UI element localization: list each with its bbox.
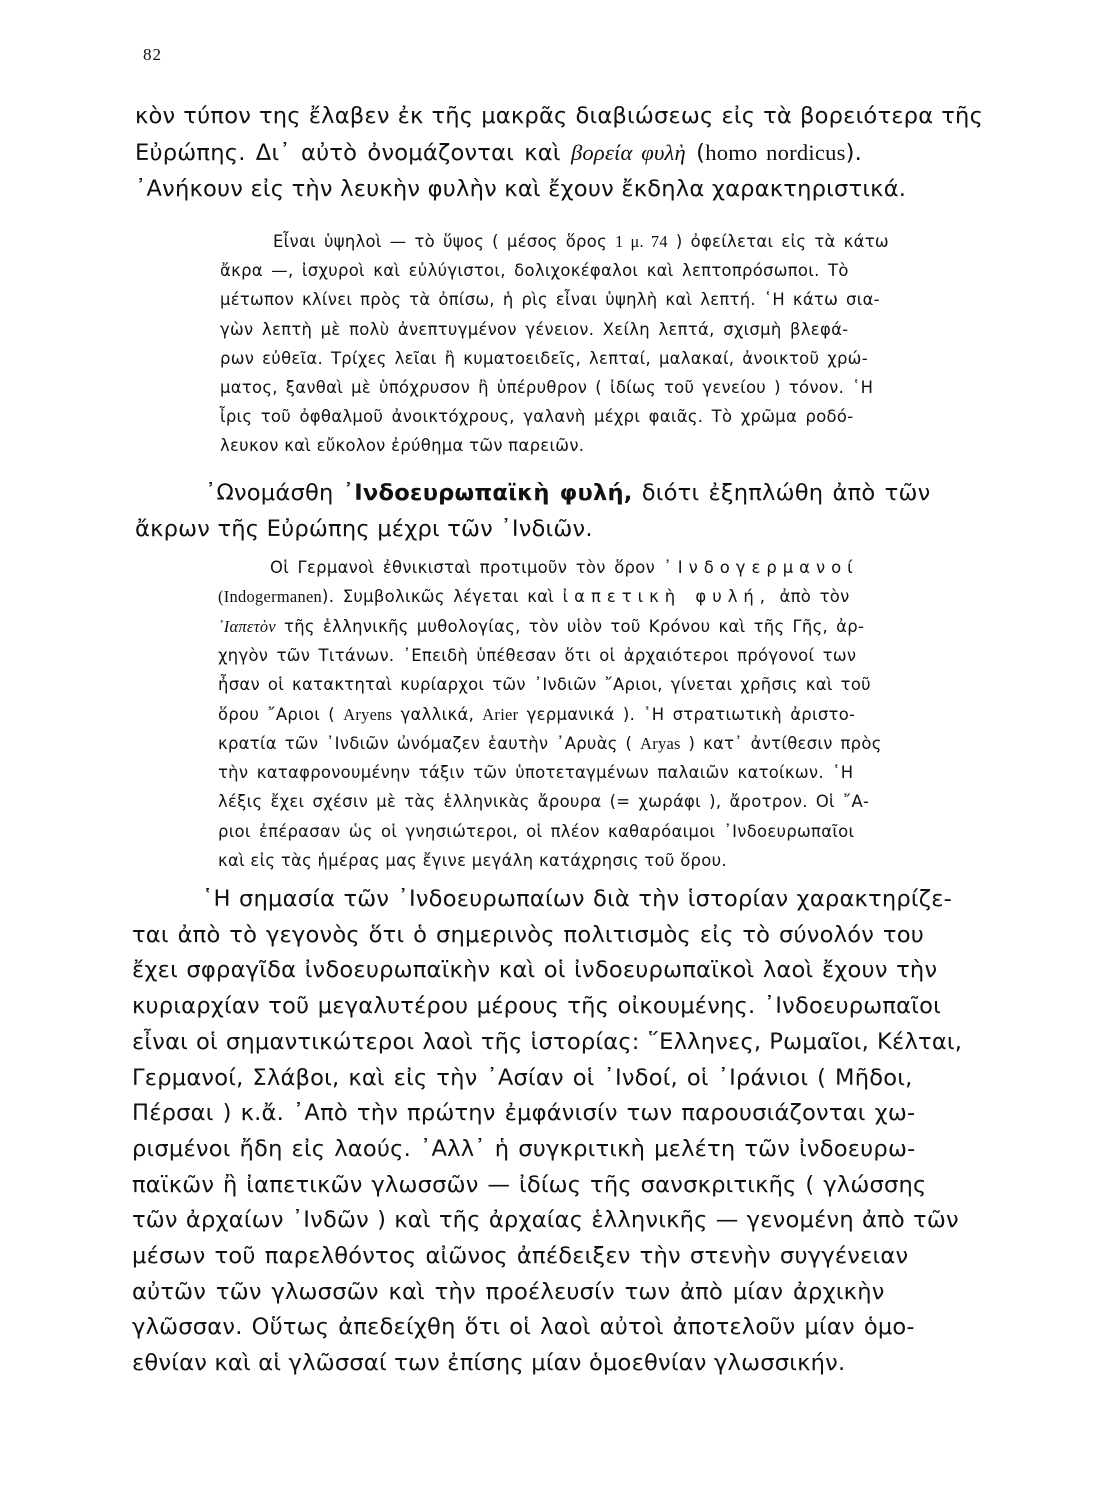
p4-line	[218, 705, 855, 725]
p2-line	[220, 349, 868, 368]
text-segment: κυριαρχίαν τοῦ μεγαλυτέρου μέρους τῆς οἰκουμένης. ᾿Ινδοευρωπαῖοι	[132, 993, 941, 1020]
p5-line	[132, 1172, 927, 1198]
p5-line	[132, 1065, 913, 1091]
text-segment: ἀπὸ τὸν	[771, 587, 850, 607]
text-segment: ρισμένοι ἤδη εἰς λαούς. ᾿Αλλ᾿ ἡ συγκριτικὴ μελέτη τῶν ἰνδοευρω-	[132, 1135, 916, 1162]
p4-line	[218, 675, 871, 694]
text-segment: γαλλικά,	[392, 704, 483, 724]
p2-line	[220, 261, 849, 280]
text-segment: Aryas	[640, 733, 681, 753]
p5-line	[132, 1207, 959, 1233]
text-segment: χηγὸν τῶν Τιτάνων. ᾿Επειδὴ ὑπέθεσαν ὅτι οἱ ἀρχαιότεροι πρόγονοί των	[218, 645, 857, 665]
text-segment: ἔχει σφραγῖδα ἰνδοευρωπαϊκὴν καὶ οἱ ἰνδοευρωπαϊκοὶ λαοὶ ἔχουν τὴν	[132, 957, 938, 984]
p5-line	[132, 1350, 845, 1376]
text-segment: τῆς ἑλληνικῆς μυθολογίας, τὸν υἱὸν τοῦ Κρόνου καὶ τῆς Γῆς, ἀρ-	[275, 616, 865, 636]
text-segment: ματος, ξανθαὶ μὲ ὑπόχρυσον ἢ ὑπέρυθρον ( ἰδίως τοῦ γενείου ) τόνον. ῾Η	[220, 378, 874, 397]
text-segment: τῶν ἀρχαίων ᾿Ινδῶν ) καὶ τῆς ἀρχαίας ἑλληνικῆς — γενομένη ἀπὸ τῶν	[132, 1207, 959, 1234]
p1-line	[135, 103, 983, 129]
p1-line	[135, 140, 862, 166]
text-segment: μέσων τοῦ παρελθόντος αἰῶνος ἀπέδειξεν τὴν στενὴν συγγένειαν	[132, 1243, 909, 1269]
text-segment: γλῶσσαν. Οὕτως ἀπεδείχθη ὅτι οἱ λαοὶ αὐτοὶ ἀποτελοῦν μίαν ὁμο-	[132, 1314, 915, 1341]
text-segment: ).	[845, 139, 862, 166]
text-segment: ) ὀφείλεται εἰς τὰ κάτω	[667, 232, 889, 251]
p3-line	[135, 516, 593, 542]
text-segment: 1 μ. 74	[615, 232, 668, 251]
text-segment: ται ἀπὸ τὸ γεγονὸς ὅτι ὁ σημερινὸς πολιτισμὸς εἰς τὸ σύνολόν του	[132, 921, 924, 948]
p4-line	[218, 792, 869, 811]
p2-line	[273, 232, 889, 252]
text-segment: διότι ἐξηπλώθη ἀπὸ τῶν	[632, 480, 931, 506]
text-segment: Arier	[482, 704, 519, 724]
p3-line	[205, 480, 930, 506]
p2-line	[220, 290, 880, 309]
text-segment: Εἶναι ὑψηλοὶ — τὸ ὕψος ( μέσος ὅρος	[273, 232, 616, 251]
text-segment: ὅρου ῎Αριοι (	[218, 704, 344, 724]
p5-line	[202, 886, 952, 912]
text-segment: Γερμανοί, Σλάβοι, καὶ εἰς τὴν ᾿Ασίαν οἱ ᾿Ινδοί, οἱ ᾿Ιράνιοι ( Μῆδοι,	[132, 1064, 913, 1091]
text-segment: Indogermanen	[223, 587, 323, 607]
text-segment: βορεία φυλὴ	[570, 139, 686, 165]
p4-line	[218, 734, 882, 754]
p2-line	[220, 320, 848, 339]
p5-line	[132, 1279, 885, 1305]
p5-line	[132, 1314, 915, 1340]
text-segment: ). Συμβολικῶς λέγεται καὶ	[322, 587, 563, 607]
p4-line	[218, 617, 864, 637]
text-segment: γερμανικά ). ῾Η στρατιωτικὴ ἀριστο-	[518, 704, 856, 724]
page-number: 82	[143, 45, 162, 64]
text-segment: αὐτῶν τῶν γλωσσῶν καὶ τὴν προέλευσίν των ἀπὸ μίαν ἀρχικὴν	[132, 1278, 885, 1305]
p5-line	[132, 993, 941, 1019]
text-segment: ᾿Ινδοευρωπαϊκὴ φυλή,	[342, 480, 633, 506]
text-segment: homo nordicus	[705, 139, 846, 165]
p4-line	[218, 587, 850, 607]
text-segment: ριοι ἐπέρασαν ὡς οἱ γνησιώτεροι, οἱ πλέον καθαρόαιμοι ᾿Ινδοευρωπαῖοι	[218, 821, 855, 841]
p4-line	[218, 763, 853, 782]
text-segment: καὶ εἰς τὰς ἡμέρας μας ἔγινε μεγάλη κατάχρησις τοῦ ὅρου.	[218, 851, 727, 870]
p2-line	[220, 407, 853, 426]
p5-line	[132, 1100, 915, 1126]
text-segment: ἄκρα —, ἰσχυροὶ καὶ εὐλύγιστοι, δολιχοκέφαλοι καὶ λεπτοπρόσωποι. Τὸ	[220, 261, 849, 281]
text-segment: κὸν τύπον της ἔλαβεν ἐκ τῆς μακρᾶς διαβιώσεως εἰς τὰ βορειότερα τῆς	[135, 103, 984, 129]
text-segment: λέξις ἔχει σχέσιν μὲ τὰς ἑλληνικὰς ἄρουρα (= χωράφι ), ἄροτρον. Οἱ ῎Α-	[218, 792, 870, 812]
text-segment: (	[685, 139, 706, 166]
text-segment: ) κατ᾿ ἀντίθεσιν πρὸς	[680, 733, 882, 753]
text-segment: ἄκρων τῆς Εὐρώπης μέχρι τῶν ᾿Ινδιῶν.	[135, 516, 593, 542]
p5-line	[132, 957, 937, 983]
p2-line	[220, 436, 584, 455]
text-segment: ᾿Ανήκουν εἰς τὴν λευκὴν φυλὴν καὶ ἔχουν ἔκδηλα χαρακτηριστικά.	[135, 176, 907, 202]
text-segment: (	[218, 587, 224, 607]
text-segment: Πέρσαι ) κ.ἄ. ᾿Απὸ τὴν πρώτην ἐμφάνισίν των παρουσιάζονται χω-	[132, 1100, 916, 1127]
p5-line	[132, 922, 924, 948]
text-segment: γὼν λεπτὴ μὲ πολὺ ἀνεπτυγμένον γένειον. Χείλη λεπτά, σχισμὴ βλεφά-	[220, 319, 849, 339]
text-segment: ᾿Ινδογερμανοί	[663, 558, 859, 577]
p1-line	[135, 176, 906, 202]
text-segment: κρατία τῶν ᾿Ινδιῶν ὠνόμαζεν ἑαυτὴν ᾿Αρυὰς (	[218, 733, 641, 753]
text-segment: λευκον καὶ εὔκολον ἐρύθημα τῶν παρειῶν.	[220, 436, 585, 456]
text-segment: ἰαπετικὴ φυλή,	[562, 587, 771, 607]
text-segment: ᾿Ωνομάσθη	[205, 480, 343, 506]
text-segment: τὴν καταφρονουμένην τάξιν τῶν ὑποτεταγμένων παλαιῶν κατοίκων. ῾Η	[218, 763, 854, 783]
text-segment: ἦσαν οἱ κατακτηταὶ κυρίαρχοι τῶν ᾿Ινδιῶν ῎Αριοι, γίνεται χρῆσις καὶ τοῦ	[218, 675, 871, 695]
text-segment: ῾Η σημασία τῶν ᾿Ινδοευρωπαίων διὰ τὴν ἱστορίαν χαρακτηρίζε-	[202, 886, 953, 912]
p5-line	[132, 1136, 915, 1162]
text-segment: παϊκῶν ἢ ἰαπετικῶν γλωσσῶν — ἰδίως τῆς σανσκριτικῆς ( γλώσσης	[132, 1171, 927, 1198]
p2-line	[220, 378, 873, 397]
text-segment: εἶναι οἱ σημαντικώτεροι λαοὶ τῆς ἱστορίας: ῞Ελληνες, Ρωμαῖοι, Κέλται,	[132, 1028, 963, 1055]
text-segment: Aryens	[343, 704, 393, 724]
text-segment: ἶρις τοῦ ὀφθαλμοῦ ἀνοικτόχρους, γαλανὴ μέχρι φαιᾶς. Τὸ χρῶμα ροδό-	[220, 407, 854, 427]
text-segment: Οἱ Γερμανοὶ ἐθνικισταὶ προτιμοῦν τὸν ὅρον	[270, 558, 664, 577]
p4-line	[218, 646, 856, 665]
text-segment: ᾿Ιαπετὸν	[218, 616, 276, 636]
text-segment: ρων εὐθεῖα. Τρίχες λεῖαι ἢ κυματοειδεῖς, λεπταί, μαλακαί, ἀνοικτοῦ χρώ-	[220, 348, 868, 368]
text-segment: Εὐρώπης. Δι᾿ αὐτὸ ὀνομάζονται καὶ	[135, 139, 571, 166]
p4-line	[270, 558, 859, 577]
p4-line	[218, 822, 854, 841]
p4-line	[218, 851, 727, 870]
text-segment: εθνίαν καὶ αἱ γλῶσσαί των ἐπίσης μίαν ὁμοεθνίαν γλωσσικήν.	[132, 1350, 846, 1377]
text-segment: μέτωπον κλίνει πρὸς τὰ ὀπίσω, ἡ ρὶς εἶναι ὑψηλὴ καὶ λεπτή. ῾Η κάτω σια-	[220, 290, 880, 310]
p5-line	[132, 1029, 962, 1055]
p5-line	[132, 1243, 908, 1269]
